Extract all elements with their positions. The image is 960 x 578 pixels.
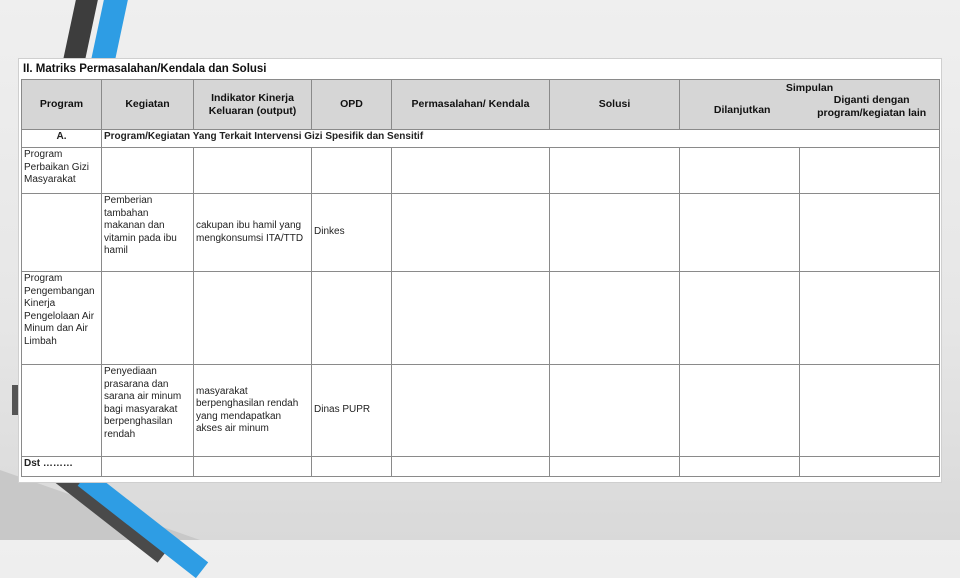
header-simpulan [680, 80, 940, 130]
cell-kegiatan [102, 272, 194, 365]
table-row [22, 457, 940, 477]
cell-indikator [194, 148, 312, 194]
cell-opd [312, 272, 392, 365]
table-row [22, 194, 940, 272]
header-dilanjutkan: Dilanjutkan [713, 104, 771, 116]
cell-indikator [194, 272, 312, 365]
header-row [22, 80, 940, 130]
cell-permasalahan [392, 365, 550, 457]
cell-opd [312, 457, 392, 477]
cell-opd [312, 148, 392, 194]
cell-opd: Dinkes [312, 194, 392, 272]
header-simpulan-title: Simpulan [785, 82, 834, 94]
cell-indikator: masyarakat berpenghasilan rendah yang mendapatkan akses air minum [194, 365, 312, 457]
sheet-title: II. Matriks Permasalahan/Kendala dan Solusi [23, 63, 267, 75]
section-text: Program/Kegiatan Yang Terkait Intervensi Gizi Spesifik dan Sensitif [102, 130, 940, 148]
cell-solusi [550, 148, 680, 194]
header-opd: OPD [312, 80, 392, 130]
cell-kegiatan [102, 148, 194, 194]
decor-stripe-blue-top [90, 0, 130, 65]
cell-program [22, 365, 102, 457]
cell-kegiatan [102, 457, 194, 477]
cell-dilanjutkan [680, 365, 800, 457]
cell-solusi [550, 272, 680, 365]
header-indikator: Indikator Kinerja Keluaran (output) [194, 80, 312, 130]
table-row [22, 365, 940, 457]
cell-diganti [800, 457, 940, 477]
header-program: Program [22, 80, 102, 130]
cell-indikator [194, 457, 312, 477]
cell-diganti [800, 365, 940, 457]
cell-solusi [550, 365, 680, 457]
header-permasalahan: Permasalahan/ Kendala [392, 80, 550, 130]
cell-dilanjutkan [680, 457, 800, 477]
cell-diganti [800, 194, 940, 272]
cell-opd: Dinas PUPR [312, 365, 392, 457]
cell-permasalahan [392, 148, 550, 194]
cell-kegiatan: Pemberian tambahan makanan dan vitamin pada ibu hamil [102, 194, 194, 272]
cell-permasalahan [392, 194, 550, 272]
cell-diganti [800, 148, 940, 194]
header-kegiatan: Kegiatan [102, 80, 194, 130]
cell-footer-label: Dst ……… [22, 457, 102, 477]
table-row [22, 272, 940, 365]
cell-kegiatan: Penyediaan prasarana dan sarana air minum bagi masyarakat berpenghasilan rendah [102, 365, 194, 457]
cell-indikator: cakupan ibu hamil yang mengkonsumsi ITA/TTD [194, 194, 312, 272]
cell-dilanjutkan [680, 272, 800, 365]
section-row [22, 130, 940, 148]
cell-permasalahan [392, 272, 550, 365]
header-solusi: Solusi [550, 80, 680, 130]
cell-program [22, 194, 102, 272]
cell-dilanjutkan [680, 194, 800, 272]
section-label: A. [22, 130, 102, 148]
matrix-table [21, 79, 940, 477]
cell-program: Program Perbaikan Gizi Masyarakat [22, 148, 102, 194]
cell-dilanjutkan [680, 148, 800, 194]
cell-solusi [550, 457, 680, 477]
cell-solusi [550, 194, 680, 272]
table-row [22, 148, 940, 194]
cell-permasalahan [392, 457, 550, 477]
cell-program: Program Pengembangan Kinerja Pengelolaan Air Minum dan Air Limbah [22, 272, 102, 365]
header-diganti: Diganti dengan program/kegiatan lain [817, 94, 927, 119]
cell-diganti [800, 272, 940, 365]
spreadsheet [18, 58, 942, 483]
